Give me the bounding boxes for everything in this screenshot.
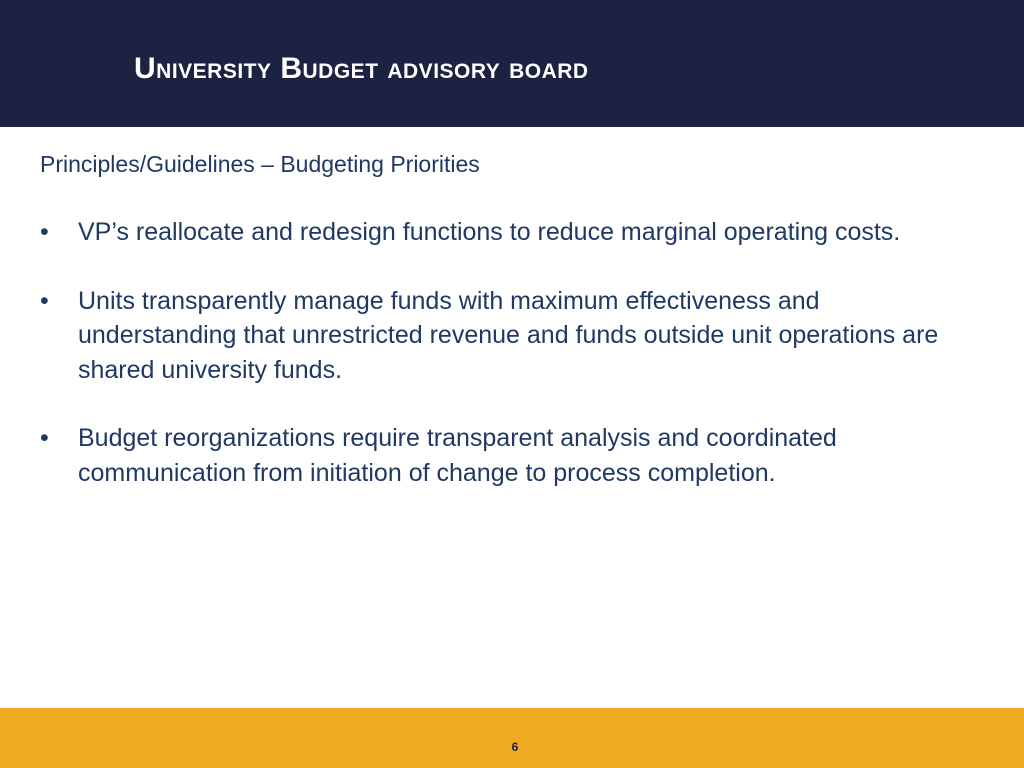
bullet-list [40,215,980,490]
bullet-item [40,215,980,250]
bullet-item [40,421,980,490]
title-banner [0,0,1024,127]
bullet-text: Budget reorganizations require transparent analysis and coordinated communication from initiation of change to process completion. [78,424,837,487]
section-subtitle: Principles/Guidelines – Budgeting Priorities [40,151,480,177]
slide-title: University Budget advisory board [134,52,589,85]
bullet-icon: • [40,424,49,452]
bullet-icon: • [40,286,49,315]
footer-bar [0,708,1024,768]
bullet-text: VP’s reallocate and redesign functions to reduce marginal operating costs. [78,218,901,246]
slide-content [40,147,980,524]
bullet-item [40,284,980,388]
bullet-icon: • [40,218,49,246]
page-number: 6 [511,740,519,754]
bullet-text: Units transparently manage funds with maximum effectiveness and understanding that unrestricted revenue and funds outside unit operations are shared university funds. [78,286,939,384]
